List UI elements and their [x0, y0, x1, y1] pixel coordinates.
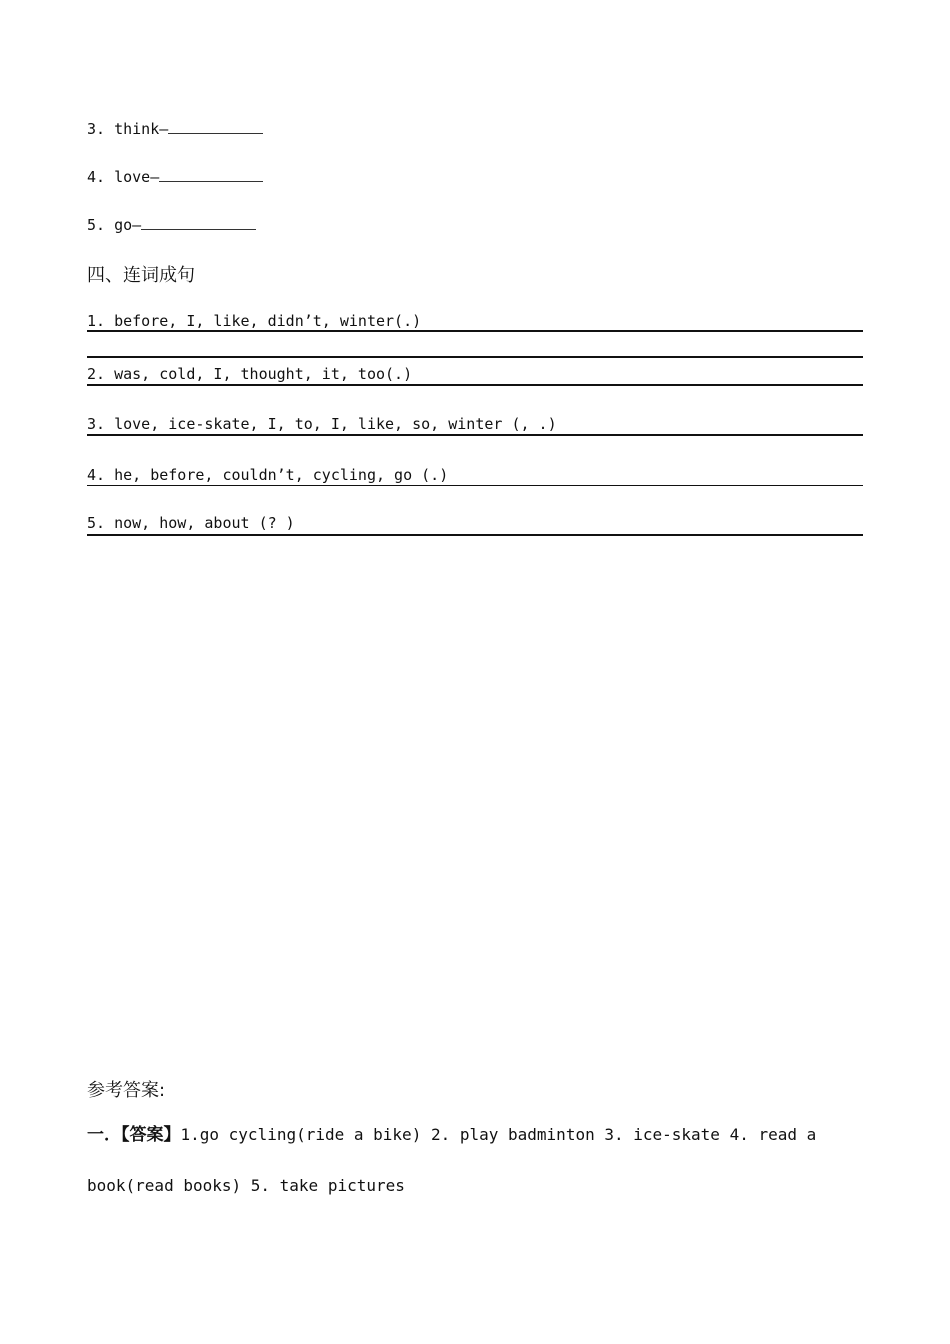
answer-line-2: book(read books) 5. take pictures — [87, 1176, 405, 1195]
sentence-item-5: 5. now, how, about (? ) — [87, 514, 295, 532]
answer-blank[interactable] — [141, 215, 256, 230]
answer-prefix: 一．【答案】 — [87, 1125, 181, 1145]
sentence-item-1: 1. before, I, like, didn’t, winter(.) — [87, 312, 422, 330]
answer-rule[interactable] — [87, 534, 863, 536]
answer-rule[interactable] — [87, 485, 863, 486]
answers-title: 参考答案: — [87, 1080, 166, 1101]
answer-rule[interactable] — [87, 356, 863, 358]
answer-rule[interactable] — [87, 384, 863, 386]
sentence-item-4: 4. he, before, couldn’t, cycling, go (.) — [87, 466, 449, 484]
word-item-text: 3. think— — [87, 120, 169, 138]
word-item-4 — [87, 167, 263, 188]
word-item-3 — [87, 119, 263, 140]
answer-blank[interactable] — [159, 167, 263, 182]
sentence-item-3: 3. love, ice-skate, I, to, I, like, so, winter (, .) — [87, 415, 557, 433]
word-item-text: 5. go— — [87, 216, 142, 234]
answer-text: 1.go cycling(ride a bike) 2. play badminton 3. ice-skate 4. read a — [180, 1125, 817, 1144]
answer-blank[interactable] — [168, 119, 263, 134]
section-heading: 四、连词成句 — [87, 265, 195, 286]
answer-rule[interactable] — [87, 434, 863, 436]
word-item-text: 4. love— — [87, 168, 160, 186]
sentence-item-2: 2. was, cold, I, thought, it, too(.) — [87, 365, 413, 383]
answer-rule[interactable] — [87, 330, 863, 332]
answer-line-1 — [87, 1124, 816, 1146]
word-item-5 — [87, 215, 256, 236]
